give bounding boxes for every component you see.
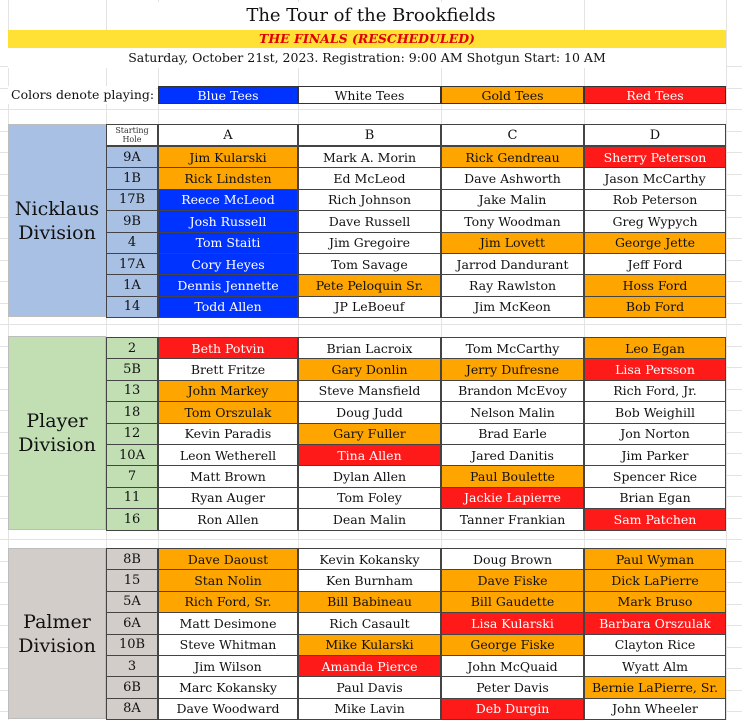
player-cell: Josh Russell — [158, 210, 298, 232]
player-cell: Tina Allen — [298, 444, 441, 466]
player-cell: Hoss Ford — [584, 274, 726, 296]
player-cell: Mike Lavin — [298, 698, 441, 720]
event-dateline: Saturday, October 21st, 2023. Registration: 9:00 AM Shotgun Start: 10 AM — [8, 48, 726, 68]
player-cell: Lisa Persson — [584, 358, 726, 380]
starting-hole-cell: 2 — [106, 337, 158, 359]
player-cell: Kevin Kokansky — [298, 548, 441, 570]
player-cell: Steve Mansfield — [298, 380, 441, 402]
player-cell: Jon Norton — [584, 423, 726, 445]
player-cell: George Fiske — [441, 634, 584, 656]
player-cell: Dave Daoust — [158, 548, 298, 570]
player-cell: Jim McKeon — [441, 296, 584, 318]
player-cell: Rick Lindsten — [158, 167, 298, 189]
player-cell: Dean Malin — [298, 508, 441, 530]
player-cell: Jim Gregoire — [298, 232, 441, 254]
player-cell: John Markey — [158, 380, 298, 402]
starting-hole-cell: 16 — [106, 508, 158, 530]
division-word: Division — [18, 221, 96, 244]
starting-hole-cell: 6A — [106, 612, 158, 634]
starting-hole-cell: 17A — [106, 253, 158, 275]
player-cell: Rob Peterson — [584, 189, 726, 211]
player-cell: Bill Babineau — [298, 591, 441, 613]
player-cell: Mark A. Morin — [298, 146, 441, 168]
legend-red-tees: Red Tees — [584, 86, 726, 104]
player-cell: Mike Kularski — [298, 634, 441, 656]
player-cell: Sam Patchen — [584, 508, 726, 530]
player-cell: Ryan Auger — [158, 487, 298, 509]
starting-hole-cell: 8A — [106, 698, 158, 720]
player-cell: Jackie Lapierre — [441, 487, 584, 509]
player-cell: Rick Gendreau — [441, 146, 584, 168]
division-name: Player — [26, 409, 88, 432]
player-cell: Greg Wypych — [584, 210, 726, 232]
player-cell: Jared Danitis — [441, 444, 584, 466]
starting-hole-cell: 8B — [106, 548, 158, 570]
player-cell: Matt Desimone — [158, 612, 298, 634]
starting-hole-cell: 9A — [106, 146, 158, 168]
legend-gold-tees: Gold Tees — [441, 86, 584, 104]
player-cell: Jim Wilson — [158, 655, 298, 677]
player-cell: Jim Parker — [584, 444, 726, 466]
division-word: Division — [18, 433, 96, 456]
player-cell: Gary Fuller — [298, 423, 441, 445]
page-title: The Tour of the Brookfields — [158, 2, 584, 30]
starting-hole-cell: 4 — [106, 232, 158, 254]
player-cell: George Jette — [584, 232, 726, 254]
player-cell: Paul Davis — [298, 676, 441, 698]
starting-hole-cell: 14 — [106, 296, 158, 318]
player-cell: Jake Malin — [441, 189, 584, 211]
player-cell: Reece McLeod — [158, 189, 298, 211]
player-cell: Rich Ford, Jr. — [584, 380, 726, 402]
player-cell: Rich Ford, Sr. — [158, 591, 298, 613]
player-cell: Matt Brown — [158, 465, 298, 487]
player-cell: Bob Weighill — [584, 401, 726, 423]
player-cell: Tom Savage — [298, 253, 441, 275]
player-cell: Clayton Rice — [584, 634, 726, 656]
player-cell: Amanda Pierce — [298, 655, 441, 677]
player-cell: Tom McCarthy — [441, 337, 584, 359]
player-cell: Deb Durgin — [441, 698, 584, 720]
player-cell: Jim Lovett — [441, 232, 584, 254]
player-cell: JP LeBoeuf — [298, 296, 441, 318]
player-cell: Bernie LaPierre, Sr. — [584, 676, 726, 698]
player-cell: John McQuaid — [441, 655, 584, 677]
player-cell: Dennis Jennette — [158, 274, 298, 296]
player-cell: Tom Staiti — [158, 232, 298, 254]
player-cell: Bob Ford — [584, 296, 726, 318]
player-cell: Tanner Frankian — [441, 508, 584, 530]
player-cell: Jarrod Dandurant — [441, 253, 584, 275]
player-cell: Bill Gaudette — [441, 591, 584, 613]
player-cell: Lisa Kularski — [441, 612, 584, 634]
player-cell: Rich Casault — [298, 612, 441, 634]
player-cell: Dave Russell — [298, 210, 441, 232]
division-label — [8, 548, 106, 719]
starting-hole-cell: 5A — [106, 591, 158, 613]
player-cell: Paul Wyman — [584, 548, 726, 570]
player-cell: Dave Ashworth — [441, 167, 584, 189]
division-label — [8, 336, 106, 530]
player-cell: Doug Judd — [298, 401, 441, 423]
player-cell: Spencer Rice — [584, 465, 726, 487]
player-cell: Dick LaPierre — [584, 569, 726, 591]
player-cell: Brian Egan — [584, 487, 726, 509]
column-header-d: D — [584, 124, 726, 146]
column-header-a: A — [158, 124, 298, 146]
player-cell: Stan Nolin — [158, 569, 298, 591]
starting-hole-cell: 1B — [106, 167, 158, 189]
starting-hole-cell: 11 — [106, 487, 158, 509]
player-cell: Beth Potvin — [158, 337, 298, 359]
player-cell: Dave Fiske — [441, 569, 584, 591]
division-word: Division — [18, 634, 96, 657]
player-cell: Leo Egan — [584, 337, 726, 359]
player-cell: Tom Foley — [298, 487, 441, 509]
legend-label: Colors denote playing: — [8, 86, 156, 104]
division-name: Nicklaus — [14, 197, 100, 220]
starting-hole-cell: 9B — [106, 210, 158, 232]
player-cell: Barbara Orszulak — [584, 612, 726, 634]
player-cell: Tony Woodman — [441, 210, 584, 232]
division-name: Palmer — [23, 610, 91, 633]
starting-hole-header: Starting Hole — [106, 124, 158, 146]
column-header-b: B — [298, 124, 441, 146]
player-cell: Gary Donlin — [298, 358, 441, 380]
player-cell: Nelson Malin — [441, 401, 584, 423]
starting-hole-cell: 13 — [106, 380, 158, 402]
player-cell: Marc Kokansky — [158, 676, 298, 698]
player-cell: Brett Fritze — [158, 358, 298, 380]
starting-hole-cell: 12 — [106, 423, 158, 445]
player-cell: Brian Lacroix — [298, 337, 441, 359]
player-cell: Mark Bruso — [584, 591, 726, 613]
player-cell: Rich Johnson — [298, 189, 441, 211]
player-cell: Wyatt Alm — [584, 655, 726, 677]
player-cell: Todd Allen — [158, 296, 298, 318]
player-cell: Peter Davis — [441, 676, 584, 698]
player-cell: Ed McLeod — [298, 167, 441, 189]
player-cell: Brandon McEvoy — [441, 380, 584, 402]
player-cell: Cory Heyes — [158, 253, 298, 275]
player-cell: Ron Allen — [158, 508, 298, 530]
player-cell: Jason McCarthy — [584, 167, 726, 189]
starting-hole-cell: 5B — [106, 358, 158, 380]
player-cell: Leon Wetherell — [158, 444, 298, 466]
column-header-c: C — [441, 124, 584, 146]
player-cell: Pete Peloquin Sr. — [298, 274, 441, 296]
starting-hole-cell: 3 — [106, 655, 158, 677]
starting-hole-cell: 15 — [106, 569, 158, 591]
starting-hole-cell: 17B — [106, 189, 158, 211]
player-cell: Steve Whitman — [158, 634, 298, 656]
player-cell: Ken Burnham — [298, 569, 441, 591]
player-cell: Sherry Peterson — [584, 146, 726, 168]
player-cell: Doug Brown — [441, 548, 584, 570]
player-cell: Kevin Paradis — [158, 423, 298, 445]
player-cell: Jerry Dufresne — [441, 358, 584, 380]
starting-hole-cell: 10B — [106, 634, 158, 656]
player-cell: Tom Orszulak — [158, 401, 298, 423]
player-cell: Dave Woodward — [158, 698, 298, 720]
player-cell: Paul Boulette — [441, 465, 584, 487]
player-cell: Jeff Ford — [584, 253, 726, 275]
starting-hole-cell: 7 — [106, 465, 158, 487]
starting-hole-cell: 10A — [106, 444, 158, 466]
legend-blue-tees: Blue Tees — [158, 86, 298, 104]
player-cell: Dylan Allen — [298, 465, 441, 487]
starting-hole-cell: 6B — [106, 676, 158, 698]
player-cell: Brad Earle — [441, 423, 584, 445]
player-cell: Ray Rawlston — [441, 274, 584, 296]
starting-hole-cell: 18 — [106, 401, 158, 423]
event-subtitle: THE FINALS (RESCHEDULED) — [8, 30, 726, 48]
player-cell: John Wheeler — [584, 698, 726, 720]
division-label — [8, 124, 106, 317]
legend-white-tees: White Tees — [298, 86, 441, 104]
player-cell: Jim Kularski — [158, 146, 298, 168]
starting-hole-cell: 1A — [106, 274, 158, 296]
